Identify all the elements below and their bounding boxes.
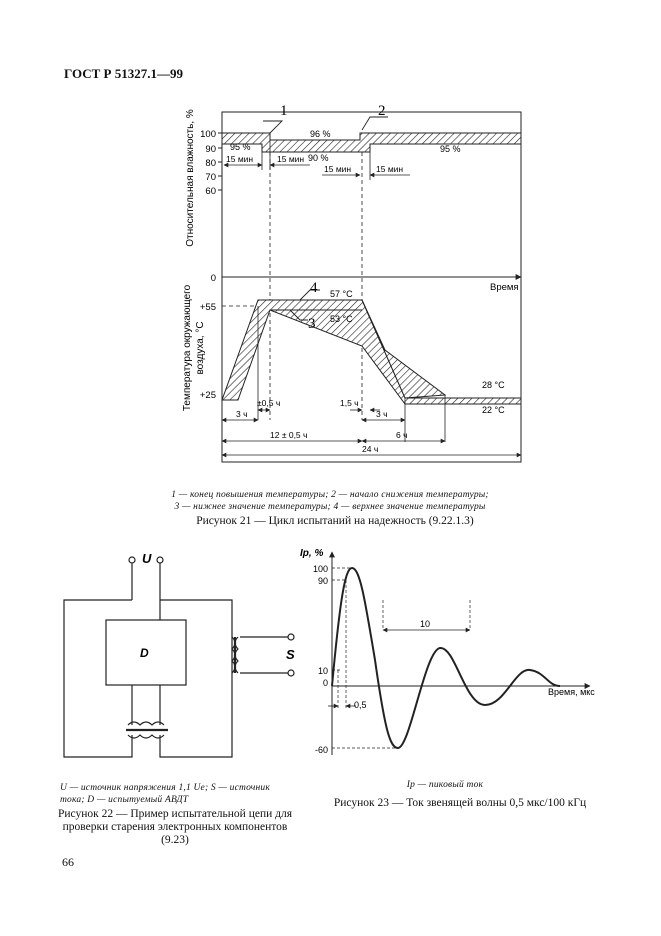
fig21-frame	[222, 112, 521, 462]
temp-57: 57 °С	[330, 289, 353, 299]
page-number: 66	[62, 855, 74, 869]
marker-1: 1	[280, 103, 288, 119]
rh-int-4: 15 мин	[376, 164, 404, 174]
page-header: ГОСТ Р 51327.1—99	[64, 66, 183, 81]
fig21-legend-2: 3 — нижнее значение температуры; 4 — верхнее значение температуры	[174, 502, 486, 512]
temp-band	[222, 300, 521, 404]
dim-6: 6 ч	[396, 430, 408, 440]
rh-tick-90: 90	[205, 144, 216, 155]
fig23-tick-0: 0	[322, 678, 328, 688]
marker-4: 4	[310, 280, 318, 296]
rh-int-2: 15 мин	[277, 154, 305, 164]
fig21-caption: Рисунок 21 — Цикл испытаний на надежность (9.22.1.3)	[196, 515, 474, 527]
rh-int-1: 15 мин	[226, 154, 254, 164]
dim-3a: 3 ч	[236, 409, 248, 419]
fig23-caption: Рисунок 23 — Ток звенящей волны 0,5 мкс/100 кГц	[333, 797, 587, 809]
fig22-d: D	[140, 646, 149, 660]
zero-tick: 0	[210, 273, 216, 284]
rh-95-left: 95 %	[230, 142, 251, 152]
rh-tick-70: 70	[205, 172, 216, 183]
fig23-tick-90: 90	[317, 576, 328, 586]
fig22-caption-1: Рисунок 22 — Пример испытательной цепи для	[57, 808, 293, 820]
fig23-period: 10	[420, 619, 431, 629]
temp-tick-25: +25	[199, 390, 216, 401]
fig23-ylabel: Ip, %	[300, 548, 324, 559]
fig21-rh-axis-label: Относительная влажность, %	[185, 109, 196, 247]
fig21-time-label: Время	[490, 282, 519, 293]
fig22-legend-2: тока; D — испытуемый АВДТ	[60, 795, 189, 805]
fig21-temp-axis-label: Температура окружающего	[182, 284, 193, 412]
fig22-u: U	[142, 551, 152, 566]
rh-int-3: 15 мин	[324, 164, 352, 174]
figure-22	[50, 545, 310, 775]
rh-tick-60: 60	[205, 186, 216, 197]
figure-23	[290, 540, 610, 770]
marker-3: 3	[308, 316, 316, 332]
temp-53: 53 °С	[330, 314, 353, 324]
dim-12: 12 ± 0,5 ч	[270, 430, 308, 440]
rh-band	[222, 133, 521, 152]
fig21-legend-1: 1 — конец повышения температуры; 2 — начало снижения температуры;	[171, 490, 489, 500]
fig23-xlabel: Время, мкс	[548, 687, 595, 697]
fig23-tick-60: -60	[314, 745, 328, 755]
fig21-temp-axis-label-2: воздуха, °С	[195, 321, 206, 375]
rh-tick-80: 80	[205, 158, 216, 169]
fig23-rise: 0,5	[354, 700, 367, 710]
temp-28: 28 °С	[482, 380, 505, 390]
fig22-caption-3: (9.23)	[161, 834, 189, 846]
temp-22: 22 °С	[482, 405, 505, 415]
fig22-caption-2: проверки старения электронных компонентов	[62, 821, 288, 833]
dim-24: 24 ч	[362, 444, 379, 454]
fig22-legend-1: U — источник напряжения 1,1 Ue; S — источник	[60, 783, 271, 793]
fig23-tick-100: 100	[312, 564, 328, 574]
fig23-tick-10: 10	[317, 666, 328, 676]
fig22-s: S	[286, 647, 295, 662]
marker-2: 2	[378, 103, 386, 119]
dim-05: ±0,5 ч	[257, 398, 281, 408]
dim-15: 1,5 ч	[340, 398, 359, 408]
rh-90: 90 %	[308, 153, 329, 163]
rh-tick-100: 100	[200, 129, 216, 140]
rh-96: 96 %	[310, 129, 331, 139]
rh-95-right: 95 %	[440, 144, 461, 154]
dim-3b: 3 ч	[376, 409, 388, 419]
fig23-legend: Ip — пиковый ток	[406, 780, 484, 790]
temp-tick-55: +55	[199, 302, 216, 313]
